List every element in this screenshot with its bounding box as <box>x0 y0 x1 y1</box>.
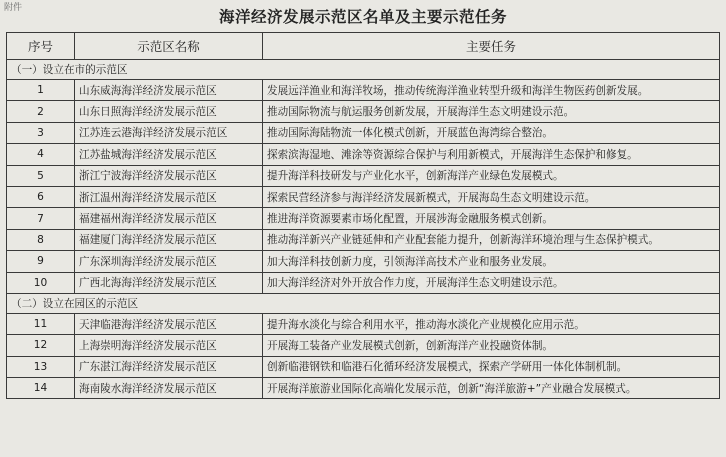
header-index: 序号 <box>7 33 75 60</box>
section-row <box>7 60 720 80</box>
main-task: 加大海洋科技创新力度，引领海洋高技术产业和服务业发展。 <box>263 251 720 272</box>
zone-name: 福建福州海洋经济发展示范区 <box>75 208 263 229</box>
main-task: 开展海洋旅游业国际化高端化发展示范，创新“海洋旅游+”产业融合发展模式。 <box>263 378 720 399</box>
row-index: 6 <box>7 186 75 207</box>
row-index: 9 <box>7 251 75 272</box>
zone-name: 广东湛江海洋经济发展示范区 <box>75 356 263 377</box>
table-row <box>7 313 720 334</box>
row-index: 11 <box>7 313 75 334</box>
main-task: 推动海洋新兴产业链延伸和产业配套能力提升，创新海洋环境治理与生态保护模式。 <box>263 229 720 250</box>
zone-name: 广东深圳海洋经济发展示范区 <box>75 251 263 272</box>
table-row <box>7 378 720 399</box>
row-index: 14 <box>7 378 75 399</box>
table-row <box>7 208 720 229</box>
table-row <box>7 122 720 143</box>
table-row <box>7 335 720 356</box>
zone-name: 江苏盐城海洋经济发展示范区 <box>75 144 263 165</box>
header-main-task: 主要任务 <box>263 33 720 60</box>
zone-name: 广西北海海洋经济发展示范区 <box>75 272 263 293</box>
row-index: 2 <box>7 101 75 122</box>
row-index: 3 <box>7 122 75 143</box>
row-index: 8 <box>7 229 75 250</box>
main-task: 加大海洋经济对外开放合作力度，开展海洋生态文明建设示范。 <box>263 272 720 293</box>
row-index: 10 <box>7 272 75 293</box>
table-row <box>7 251 720 272</box>
row-index: 12 <box>7 335 75 356</box>
zone-name: 海南陵水海洋经济发展示范区 <box>75 378 263 399</box>
main-task: 发展远洋渔业和海洋牧场，推动传统海洋渔业转型升级和海洋生物医药创新发展。 <box>263 80 720 101</box>
row-index: 5 <box>7 165 75 186</box>
row-index: 1 <box>7 80 75 101</box>
table-header-row <box>7 33 720 60</box>
main-task: 探索滨海湿地、滩涂等资源综合保护与利用新模式，开展海洋生态保护和修复。 <box>263 144 720 165</box>
table-row <box>7 144 720 165</box>
table-row <box>7 356 720 377</box>
row-index: 7 <box>7 208 75 229</box>
section-label: （一）设立在市的示范区 <box>7 60 720 80</box>
main-task: 创新临港钢铁和临港石化循环经济发展模式，探索产学研用一体化体制机制。 <box>263 356 720 377</box>
zone-name: 浙江温州海洋经济发展示范区 <box>75 186 263 207</box>
table-row <box>7 272 720 293</box>
zone-name: 江苏连云港海洋经济发展示范区 <box>75 122 263 143</box>
zone-name: 上海崇明海洋经济发展示范区 <box>75 335 263 356</box>
table-row <box>7 80 720 101</box>
main-task: 提升海洋科技研发与产业化水平，创新海洋产业绿色发展模式。 <box>263 165 720 186</box>
table-row <box>7 186 720 207</box>
section-row <box>7 293 720 313</box>
zone-name: 浙江宁波海洋经济发展示范区 <box>75 165 263 186</box>
zone-name: 天津临港海洋经济发展示范区 <box>75 313 263 334</box>
main-task: 探索民营经济参与海洋经济发展新模式，开展海岛生态文明建设示范。 <box>263 186 720 207</box>
table-row <box>7 101 720 122</box>
main-task: 推动国际海陆物流一体化模式创新，开展蓝色海湾综合整治。 <box>263 122 720 143</box>
table-row <box>7 165 720 186</box>
header-zone-name: 示范区名称 <box>75 33 263 60</box>
zone-name: 山东威海海洋经济发展示范区 <box>75 80 263 101</box>
document-title: 海洋经济发展示范区名单及主要示范任务 <box>218 7 507 26</box>
main-task: 推动国际物流与航运服务创新发展，开展海洋生态文明建设示范。 <box>263 101 720 122</box>
zone-name: 山东日照海洋经济发展示范区 <box>75 101 263 122</box>
section-label: （二）设立在园区的示范区 <box>7 293 720 313</box>
main-task: 开展海工装备产业发展模式创新，创新海洋产业投融资体制。 <box>263 335 720 356</box>
row-index: 4 <box>7 144 75 165</box>
row-index: 13 <box>7 356 75 377</box>
demo-zone-table <box>6 32 720 399</box>
zone-name: 福建厦门海洋经济发展示范区 <box>75 229 263 250</box>
page-marker: 附件 <box>4 3 23 13</box>
table-row <box>7 229 720 250</box>
main-task: 推进海洋资源要素市场化配置，开展涉海金融服务模式创新。 <box>263 208 720 229</box>
main-task: 提升海水淡化与综合利用水平，推动海水淡化产业规模化应用示范。 <box>263 313 720 334</box>
